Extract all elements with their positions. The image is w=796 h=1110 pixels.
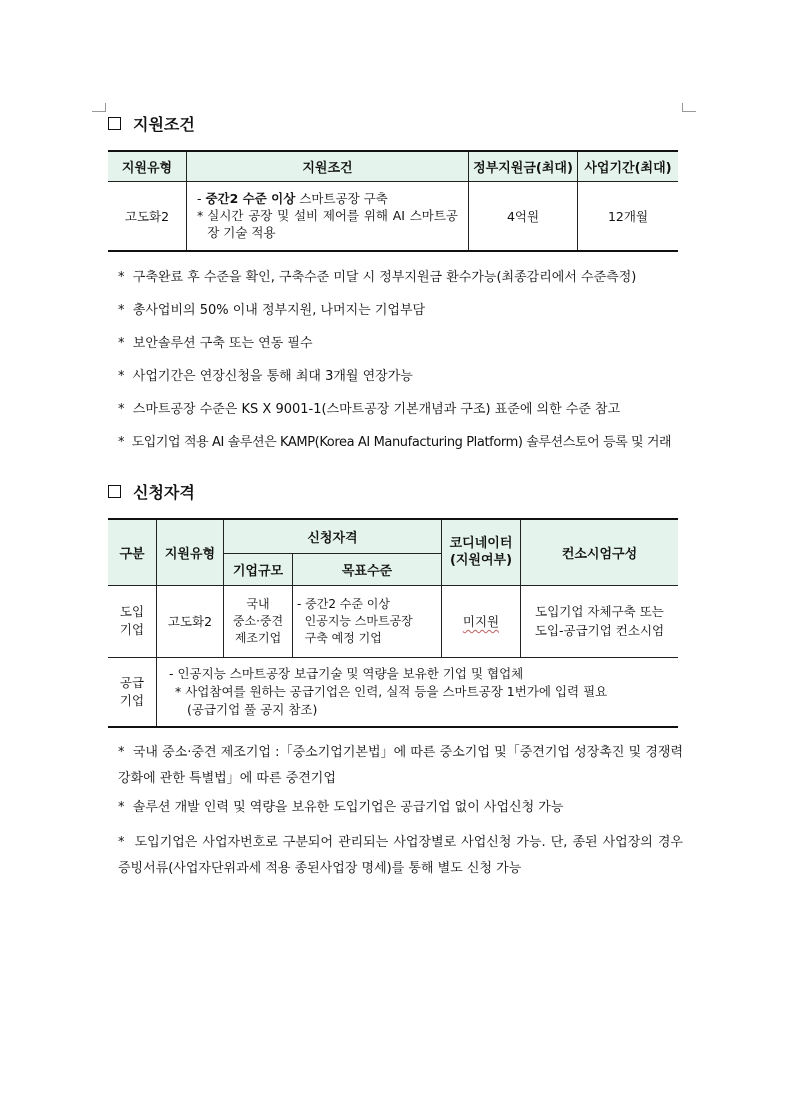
table-row xyxy=(108,585,678,657)
cell-consortium: 도입기업 자체구축 또는 도입-공급기업 컨소시엄 xyxy=(521,585,679,657)
note-item: * 총사업비의 50% 이내 정부지원, 나머지는 기업부담 xyxy=(118,303,426,318)
note-text: 솔루션 개발 인력 및 역량을 보유한 도입기업은 공급기업 없이 사업신청 가능 xyxy=(132,800,564,815)
header-target-level: 목표수준 xyxy=(293,553,442,585)
note-item: * 도입기업 적용 AI 솔루션은 KAMP(Korea AI Manufacturing Platform) 솔루션스토어 등록 및 거래 xyxy=(118,435,672,450)
supplier-note: * 사업참여를 원하는 공급기업은 인력, 실적 등을 스마트공장 1번가에 입력 필요 xyxy=(175,683,608,699)
section-title-support-conditions xyxy=(108,112,195,135)
header-project-period: 사업기간(최대) xyxy=(578,151,679,181)
supplier-line: - 인공지능 스마트공장 보급기술 및 역량을 보유한 기업 및 협업체 xyxy=(169,665,524,681)
header-support-condition: 지원조건 xyxy=(187,151,469,181)
condition-text: 스마트공장 구축 xyxy=(295,191,388,207)
cell-supplier-description xyxy=(157,657,679,727)
checkbox-square-icon xyxy=(108,485,121,498)
table-row xyxy=(108,657,678,727)
cell-gubun: 공급 기업 xyxy=(108,657,157,727)
checkbox-square-icon xyxy=(108,117,121,130)
cell-coordinator xyxy=(442,585,521,657)
section-title-text: 신청자격 xyxy=(133,483,195,502)
note-text: 도입기업은 사업자번호로 구분되어 관리되는 사업장별로 사업신청 가능. 단, 종된 사업장의 경우 증빙서류(사업자단위과세 적용 종된사업장 명세)를 통해 별도 신청 가능 xyxy=(118,835,683,876)
header-support-type: 지원유형 xyxy=(157,519,224,585)
header-consortium: 컨소시엄구성 xyxy=(521,519,679,585)
supplier-note-ref: (공급기업 풀 공지 참조) xyxy=(187,701,318,717)
cell-project-period: 12개월 xyxy=(578,181,679,251)
header-gov-funding: 정부지원금(최대) xyxy=(469,151,578,181)
note-item: * 도입기업은 사업자번호로 구분되어 관리되는 사업장별로 사업신청 가능. 단, 종된 사업장의 경우 증빙서류(사업자단위과세 적용 종된사업장 명세)를 통해 별도 신청 가능 xyxy=(118,835,683,876)
section-title-text: 지원조건 xyxy=(133,115,195,134)
page-corner-mark-right xyxy=(682,111,696,112)
cell-gov-funding: 4억원 xyxy=(469,181,578,251)
condition-note: 실시간 공장 및 설비 제어를 위해 AI 스마트공장 기술 적용 xyxy=(207,208,458,241)
table-header-row xyxy=(108,151,678,181)
condition-bold-text: 중간2 수준 이상 xyxy=(205,191,296,207)
header-gubun: 구분 xyxy=(108,519,157,585)
cell-support-type: 고도화2 xyxy=(108,181,187,251)
cell-target-level: - 중간2 수준 이상 인공지능 스마트공장 구축 예정 기업 xyxy=(293,585,442,657)
note-text: 도입기업 적용 AI 솔루션은 KAMP(Korea AI Manufacturing Platform) 솔루션스토어 등록 및 거래 xyxy=(131,435,672,450)
note-item: * 국내 중소·중견 제조기업 :「중소기업기본법」에 따른 중소기업 및「중견기업 성장촉진 및 경쟁력 강화에 관한 특별법」에 따른 중견기업 xyxy=(118,745,683,786)
note-text: 구축완료 후 수준을 확인, 구축수준 미달 시 정부지원금 환수가능(최종감리에서 수준측정) xyxy=(132,270,637,285)
note-text: 사업기간은 연장신청을 통해 최대 3개월 연장가능 xyxy=(132,369,413,384)
note-item: * 사업기간은 연장신청을 통해 최대 3개월 연장가능 xyxy=(118,369,413,384)
note-item: * 보안솔루션 구축 또는 연동 필수 xyxy=(118,336,313,351)
cell-support-condition: - 중간2 수준 이상 스마트공장 구축 * 실시간 공장 및 설비 제어를 위해 AI 스마트공장 기술 적용 xyxy=(187,181,469,251)
coordinator-value: 미지원 xyxy=(462,614,500,629)
cell-gubun: 도입 기업 xyxy=(108,585,157,657)
note-item: * 구축완료 후 수준을 확인, 구축수준 미달 시 정부지원금 환수가능(최종감리에서 수준측정) xyxy=(118,270,637,285)
note-text: 보안솔루션 구축 또는 연동 필수 xyxy=(132,336,313,351)
header-qualification: 신청자격 xyxy=(224,519,442,553)
section-title-eligibility xyxy=(108,480,195,503)
note-text: 국내 중소·중견 제조기업 :「중소기업기본법」에 따른 중소기업 및「중견기업 성장촉진 및 경쟁력 강화에 관한 특별법」에 따른 중견기업 xyxy=(118,745,683,786)
header-coordinator: 코디네이터 (지원여부) xyxy=(442,519,521,585)
eligibility-table xyxy=(108,518,678,728)
cell-company-size: 국내 중소·중견 제조기업 xyxy=(224,585,293,657)
header-support-type: 지원유형 xyxy=(108,151,187,181)
note-text: 스마트공장 수준은 KS X 9001-1(스마트공장 기본개념과 구조) 표준에 의한 수준 참고 xyxy=(132,402,621,417)
note-item: * 스마트공장 수준은 KS X 9001-1(스마트공장 기본개념과 구조) 표준에 의한 수준 참고 xyxy=(118,402,621,417)
cell-support-type: 고도화2 xyxy=(157,585,224,657)
note-item: * 솔루션 개발 인력 및 역량을 보유한 도입기업은 공급기업 없이 사업신청 가능 xyxy=(118,800,564,815)
header-company-size: 기업규모 xyxy=(224,553,293,585)
table-header-row xyxy=(108,519,678,553)
note-text: 총사업비의 50% 이내 정부지원, 나머지는 기업부담 xyxy=(132,303,426,318)
support-conditions-table xyxy=(108,150,678,252)
page-corner-mark-left xyxy=(92,111,106,112)
table-row xyxy=(108,181,678,251)
